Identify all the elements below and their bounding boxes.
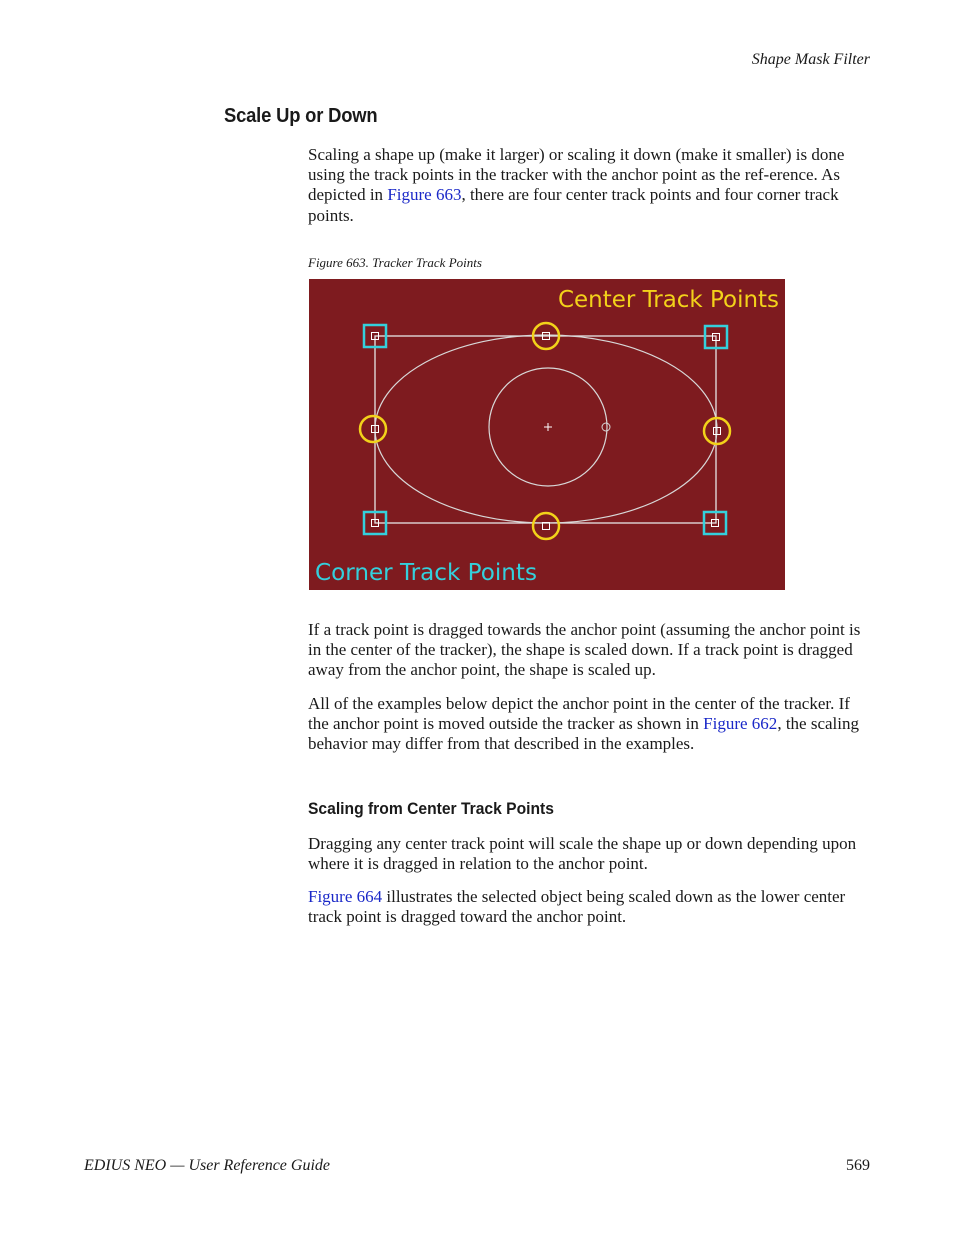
center-track-points-label: Center Track Points: [558, 287, 779, 313]
subsection-title: Scaling from Center Track Points: [308, 799, 554, 818]
section-title: Scale Up or Down: [224, 105, 378, 127]
anchor-point-icon: [544, 423, 552, 431]
figure-663-link[interactable]: Figure 663: [387, 185, 462, 205]
paragraph-anchor-note-text-1: All of the examples below depict the anchor point in the center of the tracker. If the anchor point is moved outside the tracker as shown in: [308, 694, 850, 734]
center-track-point-bottom[interactable]: [533, 513, 559, 539]
paragraph-intro-text-2: , there are four center track points and four corner track points.: [308, 185, 839, 225]
rotation-handle[interactable]: [602, 423, 610, 431]
figure-664-link[interactable]: Figure 664: [308, 887, 383, 906]
paragraph-drag-behavior: If a track point is dragged towards the anchor point (assuming the anchor point is in the center of the tracker), the shape is scaled down. If a track point is dragged away from the anchor point, the shape is scaled up.: [308, 620, 861, 680]
ellipse-shape: [375, 335, 717, 523]
tracker-figure: [309, 279, 785, 590]
tracker-illustration: [309, 279, 785, 590]
page-number: 569: [846, 1157, 870, 1174]
paragraph-anchor-note: [308, 694, 868, 755]
running-head: Shape Mask Filter: [751, 51, 870, 68]
paragraph-intro-text-1: Scaling a shape up (make it larger) or scaling it down (make it smaller) is done using the track points in the tracker with the anchor point as the ref-erence. As depicted in: [308, 145, 845, 205]
paragraph-figure-664: [308, 887, 868, 927]
paragraph-figure-664-text: illustrates the selected object being scaled down as the lower center track point is dragged toward the anchor point.: [308, 887, 846, 927]
tracker-bounding-box: [375, 336, 716, 523]
paragraph-anchor-note-text-2: , the scaling behavior may differ from that described in the examples.: [308, 714, 859, 754]
corner-track-points-label: Corner Track Points: [315, 560, 537, 586]
center-track-point-left[interactable]: [360, 416, 386, 442]
paragraph-center-scaling: Dragging any center track point will scale the shape up or down depending upon where it is dragged in relation to the anchor point.: [308, 834, 857, 874]
figure-662-link[interactable]: Figure 662: [703, 714, 778, 734]
paragraph-intro: [308, 145, 868, 226]
figure-caption: Figure 663. Tracker Track Points: [308, 255, 482, 270]
footer-title: EDIUS NEO — User Reference Guide: [84, 1157, 331, 1174]
